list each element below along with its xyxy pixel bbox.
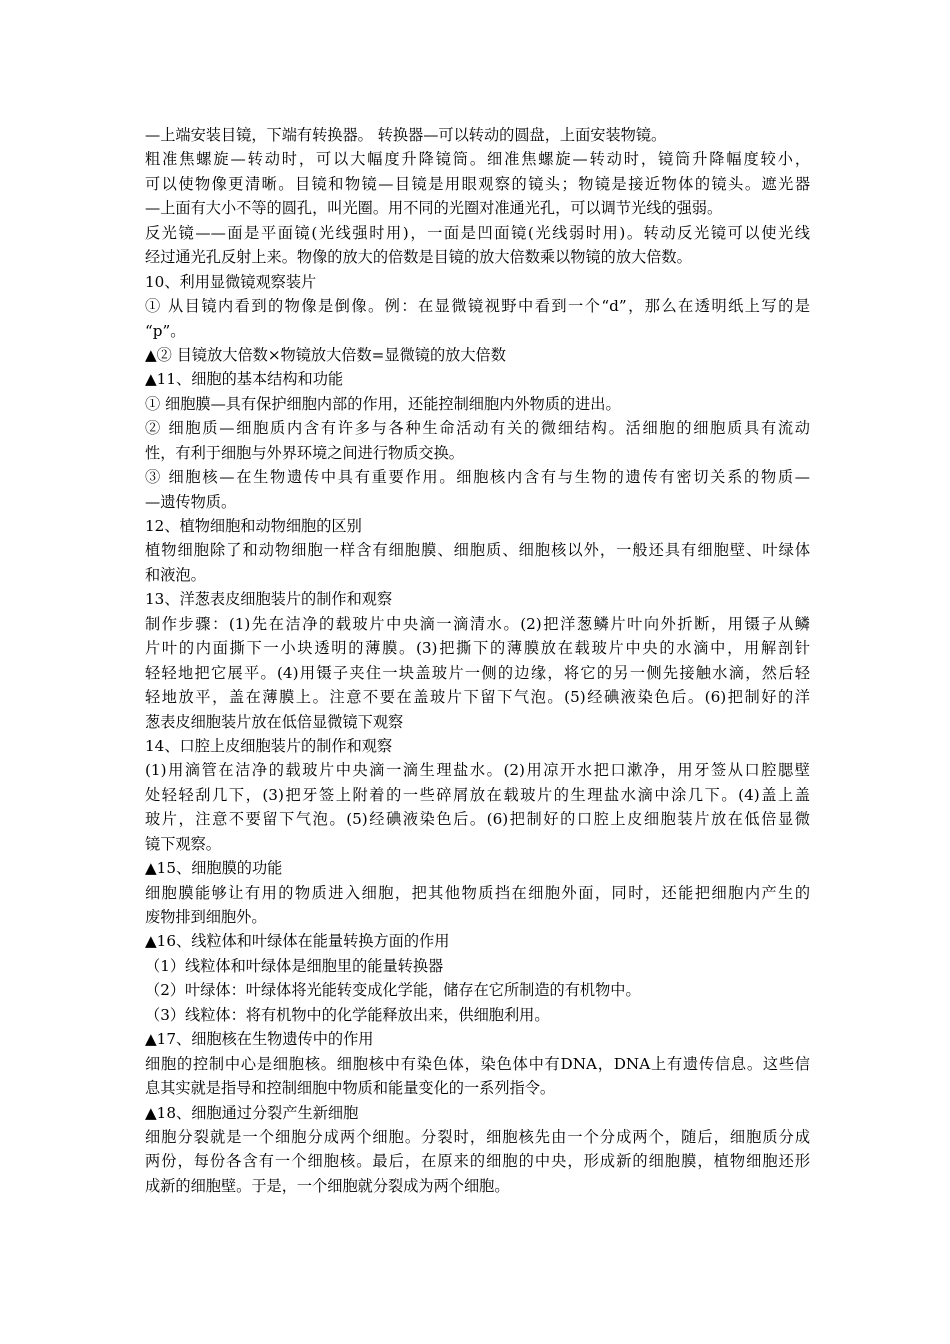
text-line: ▲15、细胞膜的功能 [145, 859, 283, 878]
text-line: 片叶的内面撕下一小块透明的薄膜。(3)把撕下的薄膜放在载玻片中央的水滴中，用解剖针 [145, 639, 810, 658]
text-line: (1)用滴管在洁净的载玻片中央滴一滴生理盐水。(2)用凉开水把口漱净，用牙签从口腔腮壁 [145, 761, 810, 780]
text-line: 轻轻地把它展平。(4)用镊子夹住一块盖玻片一侧的边缘，将它的另一侧先接触水滴，然后轻 [145, 663, 810, 682]
text-line: 13、洋葱表皮细胞装片的制作和观察 [145, 590, 393, 609]
text-line: 轻地放平，盖在薄膜上。注意不要在盖玻片下留下气泡。(5)经碘液染色后。(6)把制好的洋 [145, 688, 810, 707]
text-line: 细胞分裂就是一个细胞分成两个细胞。分裂时，细胞核先由一个分成两个，随后，细胞质分成 [145, 1127, 810, 1146]
text-line: ▲16、线粒体和叶绿体在能量转换方面的作用 [145, 932, 450, 951]
text-line: 经过通光孔反射上来。物像的放大的倍数是目镜的放大倍数乘以物镜的放大倍数。 [145, 248, 692, 267]
text-line: 玻片，注意不要留下气泡。(5)经碘液染色后。(6)把制好的口腔上皮细胞装片放在低倍显微 [145, 810, 810, 829]
text-line: 细胞膜能够让有用的物质进入细胞，把其他物质挡在细胞外面，同时，还能把细胞内产生的 [145, 883, 810, 902]
document-body [145, 123, 810, 1198]
text-line: ① 从目镜内看到的物像是倒像。例：在显微镜视野中看到一个“d”，那么在透明纸上写的是 [145, 297, 810, 316]
text-line: 和液泡。 [145, 565, 206, 584]
text-line: 镜下观察。 [145, 834, 221, 853]
text-line: —上端安装目镜，下端有转换器。 转换器—可以转动的圆盘，上面安装物镜。 [145, 126, 667, 144]
text-line: 处轻轻刮几下，(3)把牙签上附着的一些碎屑放在载玻片的生理盐水滴中涂几下。(4)盖上盖 [145, 785, 810, 804]
text-line: ③ 细胞核—在生物遗传中具有重要作用。细胞核内含有与生物的遗传有密切关系的物质— [145, 468, 810, 487]
text-line: —上面有大小不等的圆孔，叫光圈。用不同的光圈对准通光孔，可以调节光线的强弱。 [145, 199, 723, 218]
text-line: 成新的细胞壁。于是，一个细胞就分裂成为两个细胞。 [145, 1176, 510, 1195]
text-line: 两份，每份各含有一个细胞核。最后，在原来的细胞的中央，形成新的细胞膜，植物细胞还形 [145, 1152, 810, 1171]
text-line: 植物细胞除了和动物细胞一样含有细胞膜、细胞质、细胞核以外，一般还具有细胞壁、叶绿体 [145, 541, 810, 560]
text-line: 14、口腔上皮细胞装片的制作和观察 [145, 736, 393, 755]
text-line: 10、利用显微镜观察装片 [145, 272, 317, 291]
text-line: ▲11、细胞的基本结构和功能 [145, 370, 344, 389]
text-line: 粗准焦螺旋—转动时，可以大幅度升降镜筒。细准焦螺旋—转动时，镜筒升降幅度较小， [145, 150, 810, 169]
text-line: 可以使物像更清晰。目镜和物镜—目镜是用眼观察的镜头；物镜是接近物体的镜头。遮光器 [145, 174, 810, 193]
text-line: 性，有利于细胞与外界环境之间进行物质交换。 [145, 443, 464, 462]
text-line: 废物排到细胞外。 [145, 908, 267, 926]
text-line: （1）线粒体和叶绿体是细胞里的能量转换器 [145, 956, 444, 975]
text-line: 息其实就是指导和控制细胞中物质和能量变化的一系列指令。 [145, 1079, 556, 1098]
text-line: （3）线粒体：将有机物中的化学能释放出来，供细胞利用。 [145, 1005, 550, 1024]
text-line: 葱表皮细胞装片放在低倍显微镜下观察 [145, 712, 404, 731]
text-line: ▲18、细胞通过分裂产生新细胞 [145, 1103, 359, 1122]
text-line: ① 细胞膜—具有保护细胞内部的作用，还能控制细胞内外物质的进出。 [145, 394, 621, 413]
text-line: 12、植物细胞和动物细胞的区别 [145, 517, 362, 535]
text-line: ▲17、细胞核在生物遗传中的作用 [145, 1030, 374, 1049]
text-line: —遗传物质。 [145, 492, 237, 511]
text-line: 制作步骤：(1)先在洁净的载玻片中央滴一滴清水。(2)把洋葱鳞片叶向外折断，用镊子从鳞 [145, 614, 810, 633]
text-line: （2）叶绿体：叶绿体将光能转变成化学能，储存在它所制造的有机物中。 [145, 981, 641, 1000]
text-line: 细胞的控制中心是细胞核。细胞核中有染色体，染色体中有DNA，DNA上有遗传信息。这些信 [145, 1054, 810, 1073]
text-line: 反光镜——面是平面镜(光线强时用)，一面是凹面镜(光线弱时用)。转动反光镜可以使光线 [145, 223, 810, 242]
text-line: ▲② 目镜放大倍数×物镜放大倍数=显微镜的放大倍数 [145, 345, 506, 364]
text-line: ② 细胞质—细胞质内含有许多与各种生命活动有关的微细结构。活细胞的细胞质具有流动 [145, 419, 810, 438]
text-line: “p”。 [145, 321, 186, 340]
